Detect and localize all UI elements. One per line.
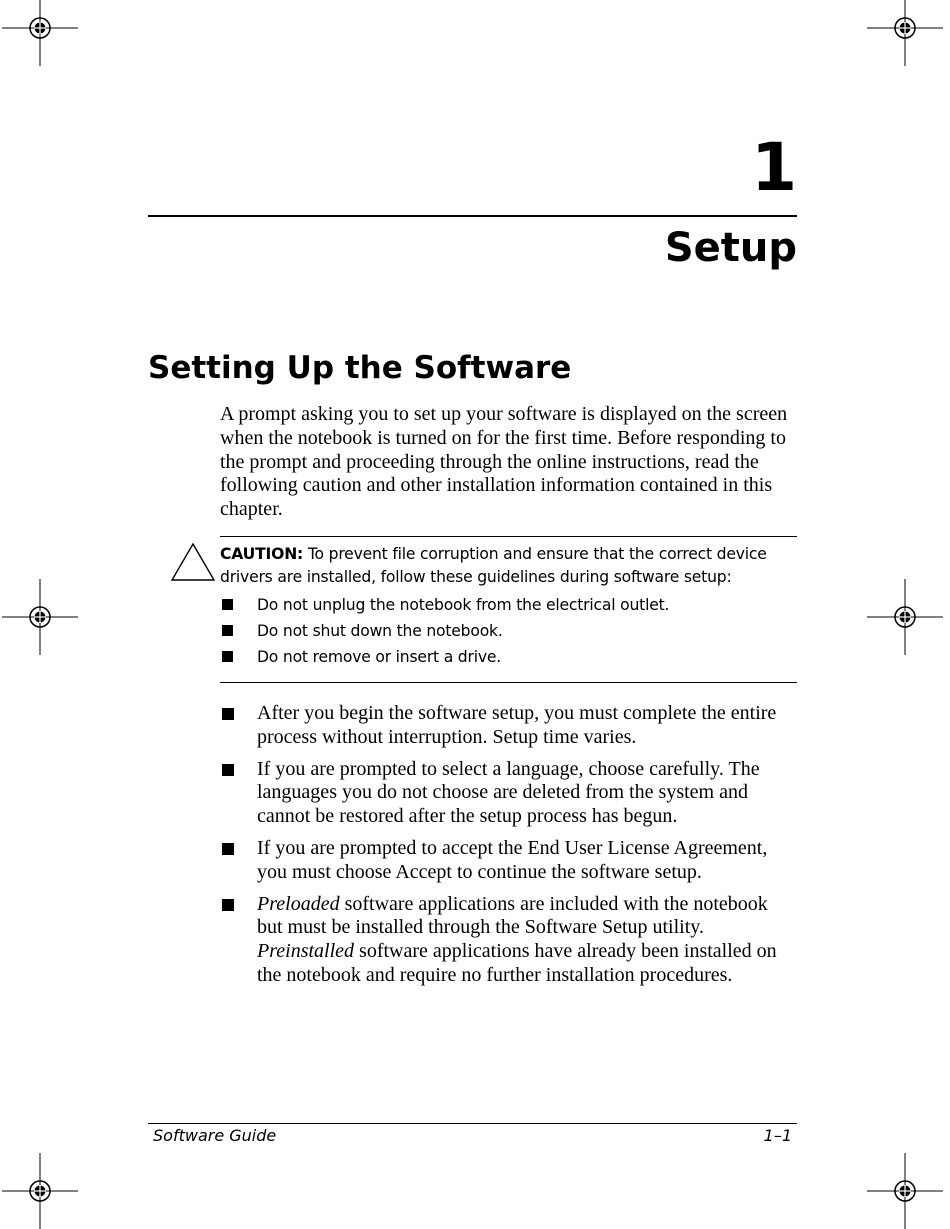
caution-top-rule: [220, 536, 797, 537]
caution-list-item: [220, 646, 798, 672]
footer-page-number: 1–1: [763, 1126, 792, 1145]
bullet-square-icon: [222, 708, 234, 720]
registration-mark-icon: [2, 1153, 78, 1229]
list-item-text: software applications have already been installed on the notebook and require no further installation procedures.: [257, 940, 777, 986]
registration-mark-icon: [2, 0, 78, 66]
bullet-square-icon: [222, 625, 233, 636]
caution-body: To prevent file corruption and ensure that the correct device drivers are installed, follow these guidelines during software setup:: [220, 545, 767, 586]
setup-guidelines-list: [220, 702, 798, 996]
section-heading: Setting Up the Software: [148, 350, 572, 386]
bullet-square-icon: [222, 843, 234, 855]
term-preloaded: Preloaded: [257, 892, 340, 915]
chapter-divider: [148, 215, 797, 217]
list-item: [220, 702, 798, 750]
registration-mark-icon: [2, 579, 78, 655]
registration-mark-icon: [867, 1153, 943, 1229]
chapter-title: Setup: [664, 225, 797, 271]
list-item: [220, 758, 798, 829]
caution-list-item: [220, 594, 798, 620]
bullet-square-icon: [222, 764, 234, 776]
caution-bottom-rule: [220, 682, 797, 683]
caution-label: CAUTION:: [220, 545, 304, 563]
bullet-square-icon: [222, 899, 234, 911]
caution-list-item: [220, 620, 798, 646]
chapter-number: 1: [751, 129, 797, 206]
registration-mark-icon: [867, 579, 943, 655]
list-item: [220, 893, 798, 988]
bullet-square-icon: [222, 599, 233, 610]
list-item-text: After you begin the software setup, you must complete the entire process without interruption. Setup time varies.: [257, 702, 777, 748]
caution-item-text: Do not remove or insert a drive.: [257, 648, 502, 666]
caution-list: [220, 594, 798, 672]
bullet-square-icon: [222, 651, 233, 662]
list-item-text: If you are prompted to accept the End User License Agreement, you must choose Accept to continue the software setup.: [257, 836, 768, 883]
caution-text: [220, 543, 798, 589]
caution-item-text: Do not shut down the notebook.: [257, 622, 503, 640]
term-preinstalled: Preinstalled: [257, 940, 355, 963]
list-item-text: software applications are included with the notebook but must be installed through the Software Setup utility.: [257, 892, 768, 939]
intro-paragraph: A prompt asking you to set up your software is displayed on the screen when the notebook is turned on for the first time. Before responding to the prompt and proceeding through the online instructions, read the following caution and other installation information contained in this chapter.: [220, 403, 788, 521]
footer-guide-title: Software Guide: [153, 1126, 277, 1145]
list-item: [220, 837, 798, 885]
footer-divider: [148, 1123, 797, 1124]
list-item-text: If you are prompted to select a language, choose carefully. The languages you do not choose are deleted from the system and cannot be restored after the setup process has begun.: [257, 757, 760, 828]
registration-mark-icon: [867, 0, 943, 66]
caution-item-text: Do not unplug the notebook from the electrical outlet.: [257, 596, 670, 614]
warning-triangle-icon: [170, 542, 216, 582]
